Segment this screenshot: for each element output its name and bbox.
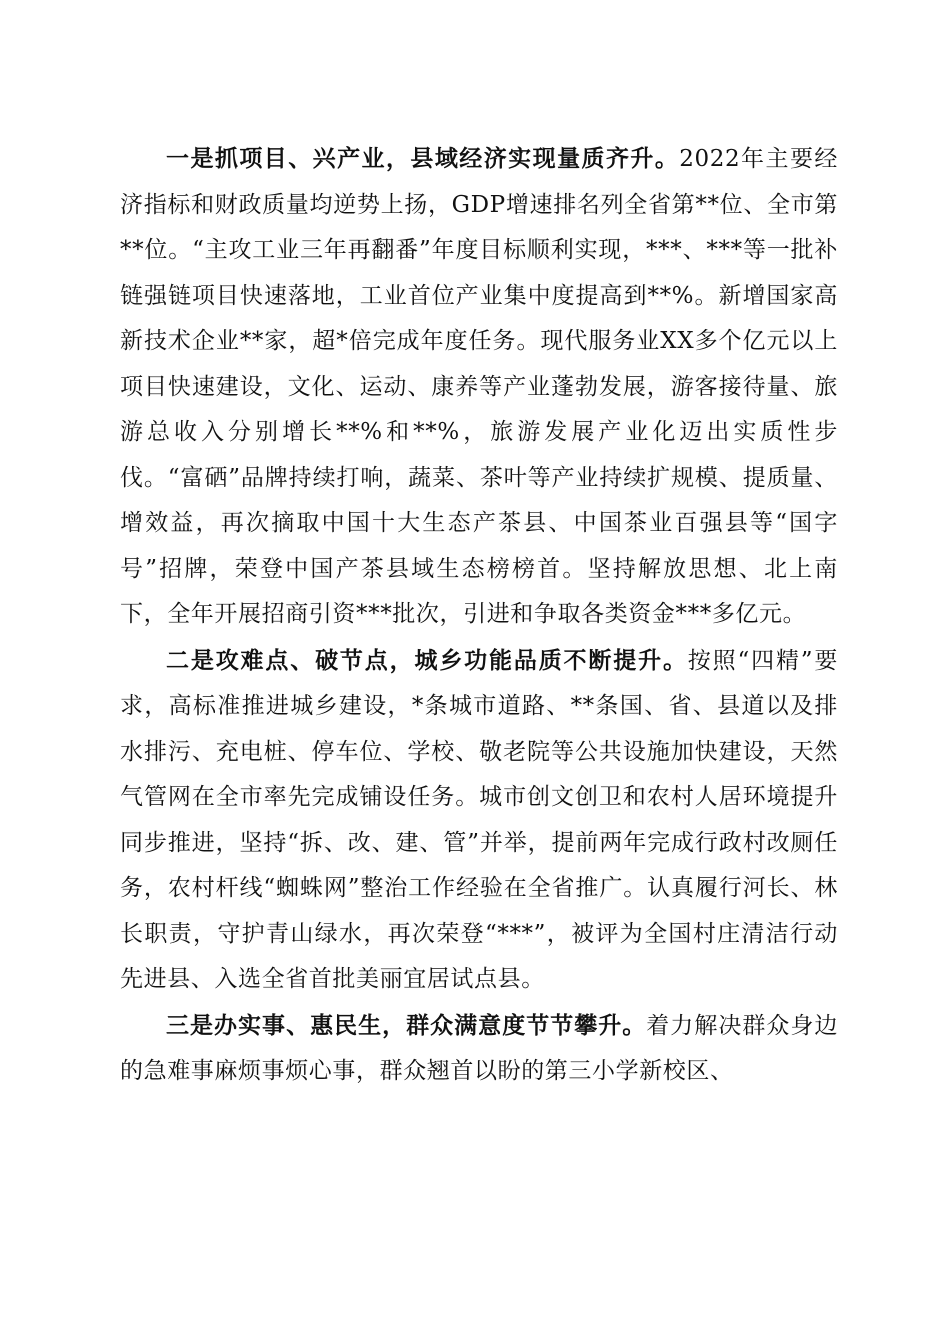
- paragraph-3-body: 着力解决群众身边的急难事麻烦事烦心事，群众翘首以盼的第三小学新校区、: [120, 1012, 838, 1084]
- paragraph-2-body: 按照“四精”要求，高标准推进城乡建设，*条城市道路、**条国、省、县道以及排水排污、充电桩、停车位、学校、敬老院等公共设施加快建设，天然气管网在全市率先完成铺设任务。城市创文创卫和农村人居环境提升同步推进，坚持“拆、改、建、管”并举，提前两年完成行政村改厕任务，农村杆线“蜘蛛网”整治工作经验在全省推广。认真履行河长、林长职责，守护青山绿水，再次荣登“***”，被评为全国村庄清洁行动先进县、入选全省首批美丽宜居试点县。: [120, 647, 838, 992]
- paragraph-1-lead: 一是抓项目、兴产业，县域经济实现量质齐升。: [166, 145, 680, 172]
- paragraph-3-lead: 三是办实事、惠民生，群众满意度节节攀升。: [166, 1011, 647, 1039]
- paragraph-1-body: 2022年主要经济指标和财政质量均逆势上扬，GDP增速排名列全省第**位、全市第**位。“主攻工业三年再翻番”年度目标顺利实现，***、***等一批补链强链项目快速落地，工业首位产业集中度提高到**%。新增国家高新技术企业**家，超*倍完成年度任务。现代服务业XX多个亿元以上项目快速建设，文化、运动、康养等产业蓬勃发展，游客接待量、旅游总收入分别增长**%和**%，旅游发展产业化迈出实质性步伐。“富硒”品牌持续打响，蔬菜、茶叶等产业持续扩规模、提质量、增效益，再次摘取中国十大生态产茶县、中国茶业百强县等“国字号”招牌，荣登中国产茶县域生态榜榜首。坚持解放思想、北上南下，全年开展招商引资***批次，引进和争取各类资金***多亿元。: [120, 146, 838, 627]
- paragraph-3: [120, 1003, 838, 1095]
- paragraph-2: [120, 638, 838, 1003]
- paragraph-1: [120, 136, 838, 638]
- document-body: [120, 136, 838, 1095]
- paragraph-2-lead: 二是攻难点、破节点，城乡功能品质不断提升。: [166, 646, 688, 674]
